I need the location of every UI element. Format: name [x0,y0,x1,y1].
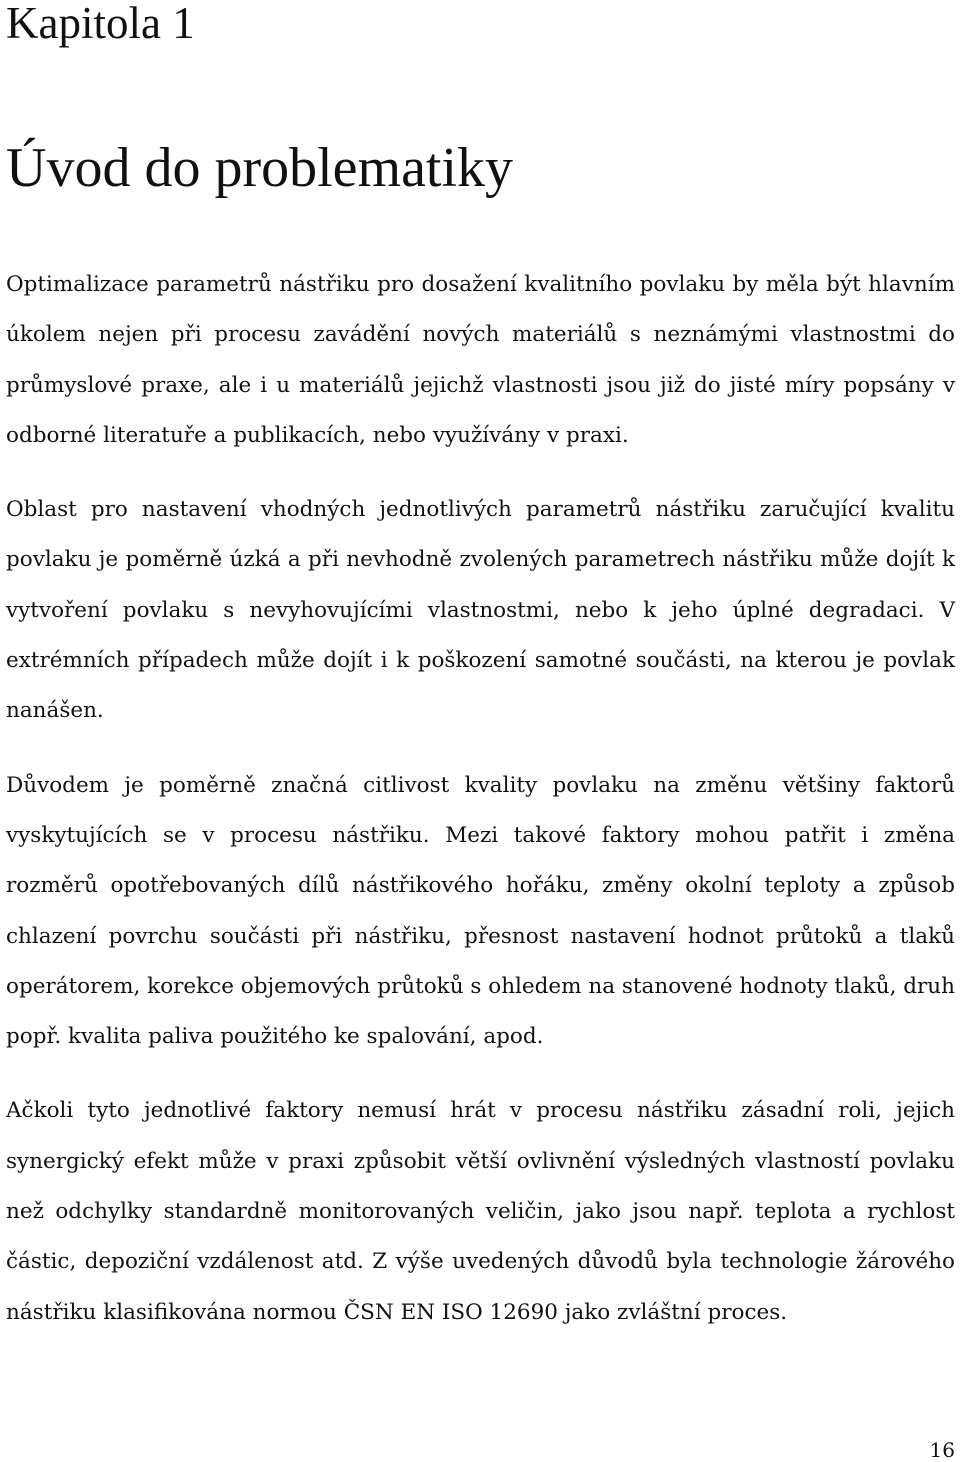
paragraph-1: Optimalizace parametrů nástřiku pro dosažení kvalitního povlaku by měla být hlavním úkolem nejen při procesu zavádění nových materiálů s neznámými vlastnostmi do průmyslové praxe, ale i u materiálů jejichž vlastnosti jsou již do jisté míry popsány v odborné literatuře a publikacích, nebo využívány v praxi. [6,272,955,448]
body-text [6,260,955,1338]
paragraph-4: Ačkoli tyto jednotlivé faktory nemusí hrát v procesu nástřiku zásadní roli, jejich synergický efekt může v praxi způsobit větší ovlivnění výsledných vlastností povlaku než odchylky standardně monitorovaných veličin, jako jsou např. teplota a rychlost částic, depoziční vzdálenost atd. Z výše uvedených důvodů byla technologie žárového nástřiku klasifikována normou ČSN EN ISO 12690 jako zvláštní proces. [6,1098,955,1325]
document-page [6,0,955,1462]
paragraph-2: Oblast pro nastavení vhodných jednotlivých parametrů nástřiku zaručující kvalitu povlaku je poměrně úzká a při nevhodně zvolených parametrech nástřiku může dojít k vytvoření povlaku s nevyhovujícími vlastnostmi, nebo k jeho úplné degradaci. V extrémních případech může dojít i k poškození samotné součásti, na kterou je povlak nanášen. [6,497,955,724]
chapter-label: Kapitola 1 [6,0,195,48]
paragraph-3: Důvodem je poměrně značná citlivost kvality povlaku na změnu většiny faktorů vyskytujících se v procesu nástřiku. Mezi takové faktory mohou patřit i změna rozměrů opotřebovaných dílů nástřikového hořáku, změny okolní teploty a způsob chlazení povrchu součásti při nástřiku, přesnost nastavení hodnot průtoků a tlaků operátorem, korekce objemových průtoků s ohledem na stanovené hodnoty tlaků, druh popř. kvalita paliva použitého ke spalování, apod. [6,772,955,1050]
page-number: 16 [929,1438,955,1462]
chapter-title: Úvod do problematiky [6,137,514,199]
